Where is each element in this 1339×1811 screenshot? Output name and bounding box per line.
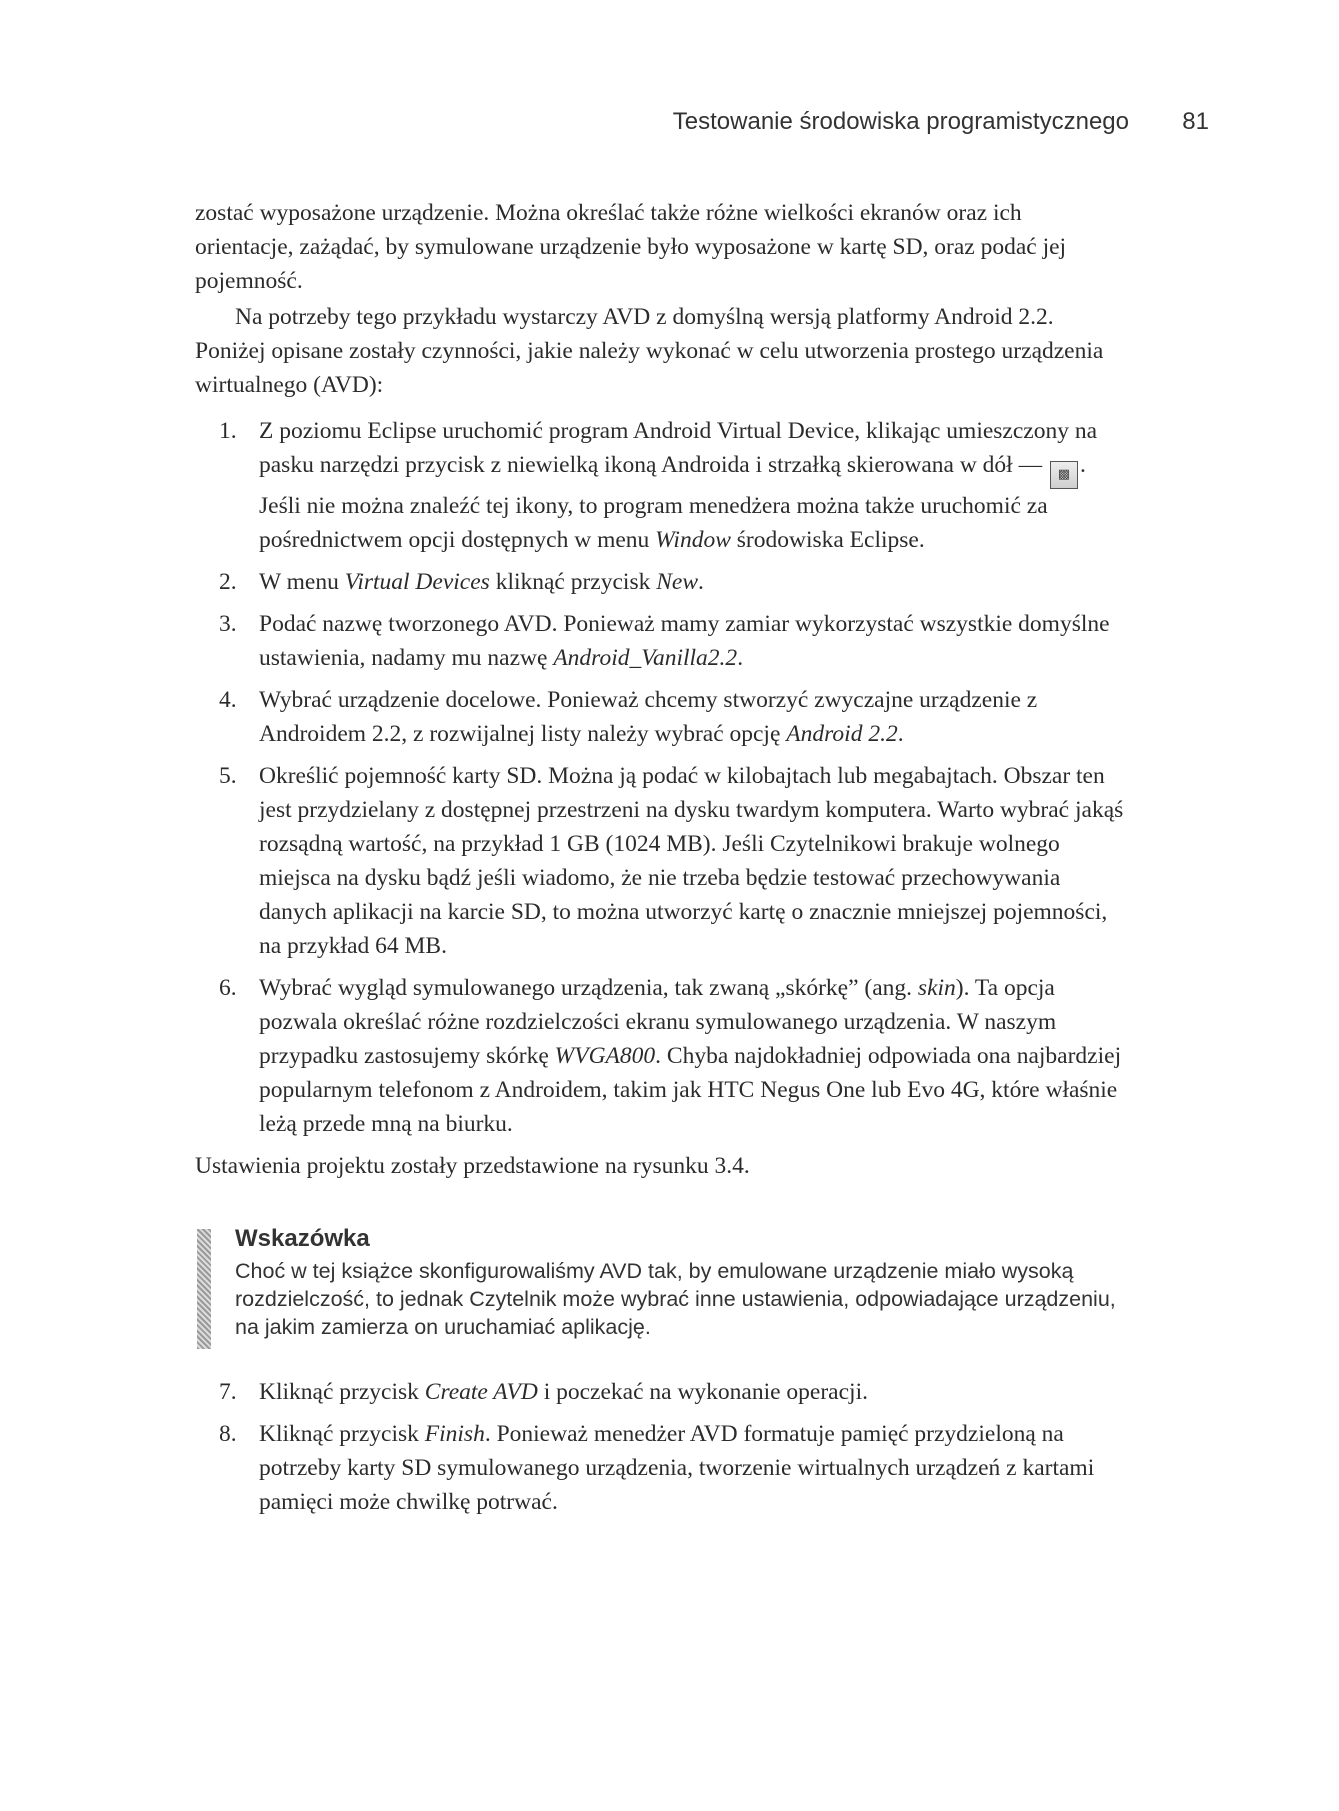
item-number: 8.	[219, 1421, 237, 1447]
item-text: kliknąć przycisk	[495, 569, 651, 595]
item-text: . Chyba najdokładniej odpowiada ona najbardziej popularnym telefonom z Androidem, takim jak HTC Negus One lub Evo 4G, które właśnie leżą przede mną na biurku.	[259, 1043, 1122, 1137]
skin-name: WVGA800	[554, 1043, 656, 1069]
list-item	[195, 607, 1125, 675]
button-name: Finish	[424, 1421, 485, 1447]
tip-body: Choć w tej książce skonfigurowaliśmy AVD tak, by emulowane urządzenie miało wysoką rozdzielczość, to jednak Czytelnik może wybrać inne ustawienia, odpowiadające urządzeniu, na jakim zamierza on uruchamiać aplikację.	[235, 1259, 1116, 1339]
list-item	[195, 565, 1125, 599]
paragraph: Ustawienia projektu zostały przedstawione na rysunku 3.4.	[195, 1153, 750, 1179]
tip-title: Wskazówka	[235, 1225, 370, 1252]
chapter-title: Testowanie środowiska programistycznego	[672, 108, 1129, 135]
item-number: 5.	[219, 763, 237, 789]
list-item	[195, 971, 1125, 1141]
main-text	[195, 196, 1125, 1527]
item-number: 6.	[219, 975, 237, 1001]
item-text: Kliknąć przycisk	[259, 1379, 419, 1405]
page-number: 81	[1182, 108, 1209, 135]
paragraph: zostać wyposażone urządzenie. Można określać także różne wielkości ekranów oraz ich orientacje, zażądać, by symulowane urządzenie było wyposażone w kartę SD, oraz podać jej pojemność.	[195, 200, 1067, 294]
item-text: W menu	[259, 569, 339, 595]
item-text: Wybrać wygląd symulowanego urządzenia, tak zwaną „skórkę” (ang.	[259, 975, 913, 1001]
item-text: .	[897, 721, 904, 747]
list-item	[195, 414, 1125, 557]
item-text: Określić pojemność karty SD. Można ją podać w kilobajtach lub megabajtach. Obszar ten jest przydzielany z dostępnej przestrzeni na dysku twardym komputera. Warto wybrać jakąś rozsądną wartość, na przykład 1 GB (1024 MB). Jeśli Czytelnikowi brakuje wolnego miejsca na dysku bądź jeśli wiadomo, że nie trzeba będzie testować przechowywania danych aplikacji na karcie SD, to można utworzyć kartę o znacznie mniejszej pojemności, na przykład 64 MB.	[259, 763, 1124, 959]
item-text: środowiska Eclipse.	[736, 527, 925, 553]
android-avd-manager-icon: ▩	[1050, 461, 1078, 489]
steps-list	[195, 1375, 1125, 1519]
item-text: ). Ta opcja pozwala określać różne rozdzielczości ekranu symulowanego urządzenia. W naszym przypadku zastosujemy skórkę	[259, 975, 1057, 1069]
menu-name: Virtual Devices	[344, 569, 490, 595]
list-item	[195, 683, 1125, 751]
button-name: Create AVD	[424, 1379, 538, 1405]
item-text: Podać nazwę tworzonego AVD. Ponieważ mamy zamiar wykorzystać wszystkie domyślne ustawienia, nadamy mu nazwę	[259, 611, 1110, 671]
button-name: New	[656, 569, 698, 595]
item-text: .	[737, 645, 744, 671]
avd-name: Android_Vanilla2.2	[553, 645, 738, 671]
item-text: Z poziomu Eclipse uruchomić program Android Virtual Device, klikając umieszczony na pasku narzędzi przycisk z niewielką ikoną Androida i strzałką skierowana w dół —	[259, 418, 1098, 478]
option-name: Android 2.2	[786, 721, 898, 747]
item-number: 4.	[219, 687, 237, 713]
item-number: 3.	[219, 611, 237, 637]
list-item	[195, 759, 1125, 963]
item-text: . Jeśli nie można znaleźć tej ikony, to program menedżera można także uruchomić za pośrednictwem opcji dostępnych w menu	[259, 452, 1086, 553]
item-text: i poczekać na wykonanie operacji.	[543, 1379, 868, 1405]
paragraph: Na potrzeby tego przykładu wystarczy AVD z domyślną wersją platformy Android 2.2. Poniżej opisane zostały czynności, jakie należy wykonać w celu utworzenia prostego urządzenia wirtualnego (AVD):	[195, 304, 1104, 398]
item-text: Kliknąć przycisk	[259, 1421, 419, 1447]
item-number: 1.	[219, 418, 237, 444]
tip-marker	[197, 1229, 211, 1349]
item-text: .	[698, 569, 704, 595]
menu-name: Window	[655, 527, 731, 553]
list-item	[195, 1417, 1125, 1519]
item-text: Wybrać urządzenie docelowe. Ponieważ chcemy stworzyć zwyczajne urządzenie z Androidem 2.2, z rozwijalnej listy należy wybrać opcję	[259, 687, 1038, 747]
item-number: 7.	[219, 1379, 237, 1405]
item-number: 2.	[219, 569, 237, 595]
tip-box	[195, 1223, 1125, 1341]
term: skin	[917, 975, 956, 1001]
item-text: . Ponieważ menedżer AVD formatuje pamięć przydzieloną na potrzeby karty SD symulowanego urządzenia, tworzenie wirtualnych urządzeń z kartami pamięci może chwilkę potrwać.	[259, 1421, 1095, 1515]
list-item	[195, 1375, 1125, 1409]
steps-list	[195, 414, 1125, 1141]
